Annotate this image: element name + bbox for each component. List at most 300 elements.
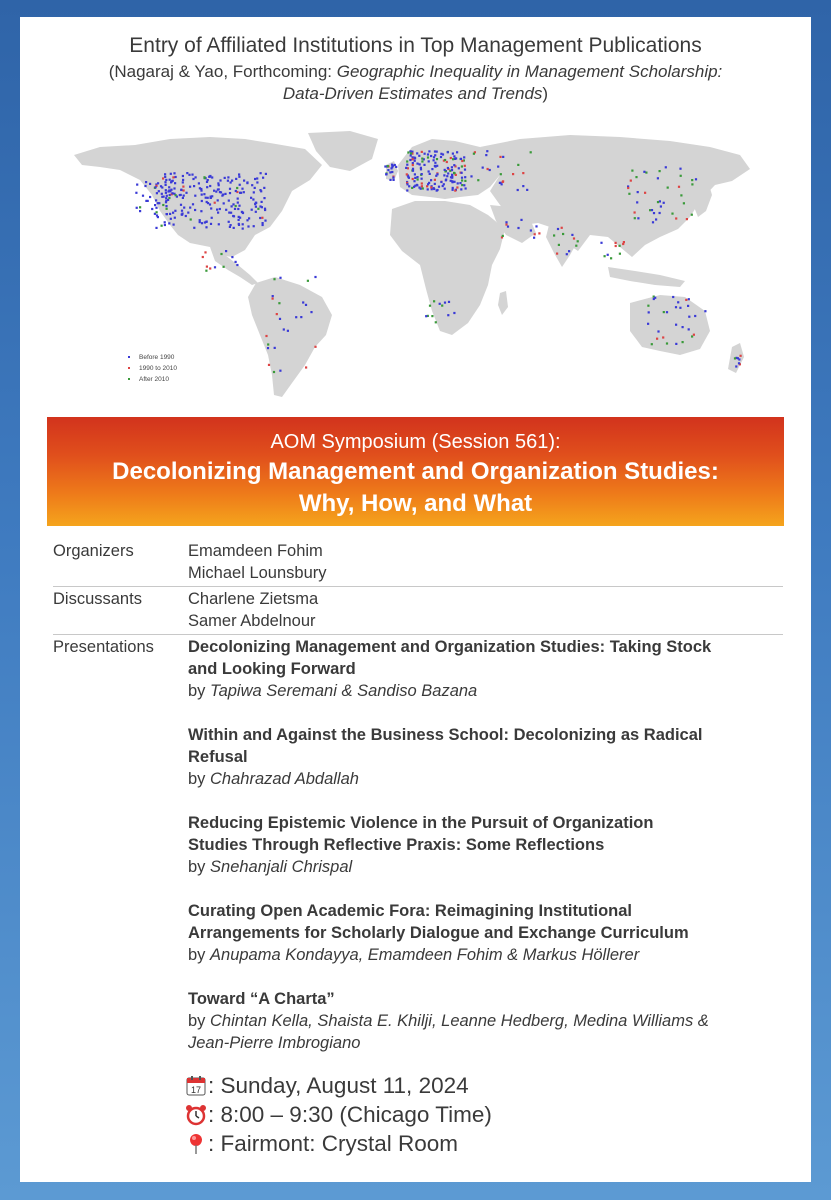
institution-dot [174, 210, 176, 212]
institution-dot [230, 181, 232, 183]
institution-dot [246, 182, 248, 184]
institution-dot [438, 186, 440, 188]
presentation-authors [188, 680, 783, 702]
institution-dot [189, 207, 191, 209]
institution-dot [433, 300, 435, 302]
institution-dot [192, 203, 194, 205]
institution-dot [444, 188, 446, 190]
institution-dot [268, 364, 270, 366]
institution-dot [157, 216, 159, 218]
institution-dot [636, 201, 638, 203]
institution-dot [453, 181, 455, 183]
institution-dot [392, 165, 394, 167]
institution-dot [522, 185, 524, 187]
institution-dot [229, 188, 231, 190]
by-prefix: by [188, 1012, 211, 1030]
institution-dot [191, 174, 193, 176]
institution-dot [451, 166, 453, 168]
alarm-clock-icon [185, 1104, 207, 1126]
institution-dot [217, 212, 219, 214]
banner-title-line2: Why, How, and What [298, 490, 533, 517]
institution-dot [454, 190, 456, 192]
institution-dot [264, 209, 266, 211]
institution-dot [205, 226, 207, 228]
institution-dot [165, 184, 167, 186]
institution-dot [507, 226, 509, 228]
institution-dot [235, 178, 237, 180]
institution-dot [451, 177, 453, 179]
institution-dot [183, 195, 185, 197]
institution-dot [458, 167, 460, 169]
institution-dot [209, 185, 211, 187]
institution-dot [604, 255, 606, 257]
institution-dot [675, 217, 677, 219]
institution-dot [456, 186, 458, 188]
institution-dot [447, 167, 449, 169]
institution-dot [149, 183, 151, 185]
institution-dot [421, 185, 423, 187]
institution-dot [675, 324, 677, 326]
institution-dot [412, 178, 414, 180]
institution-dot [210, 223, 212, 225]
institution-dot [207, 202, 209, 204]
institution-dot [273, 278, 275, 280]
institution-dot [180, 194, 182, 196]
institution-dot [406, 189, 408, 191]
institution-dot [647, 305, 649, 307]
institution-dot [434, 179, 436, 181]
organizers-row [53, 539, 783, 587]
institution-dot [444, 302, 446, 304]
institution-dot [447, 314, 449, 316]
institution-dot [209, 203, 211, 205]
institution-dot [219, 179, 221, 181]
institution-dot [648, 311, 650, 313]
institution-dot [205, 197, 207, 199]
institution-dot [252, 198, 254, 200]
institution-dot [659, 170, 661, 172]
institution-dot [155, 199, 157, 201]
institution-dot [695, 178, 697, 180]
institution-dot [175, 194, 177, 196]
institution-dot [239, 184, 241, 186]
institution-dot [657, 201, 659, 203]
institution-dot [530, 151, 532, 153]
institution-dot [158, 190, 160, 192]
institution-dot [259, 189, 261, 191]
institution-dot [444, 159, 446, 161]
institution-dot [231, 205, 233, 207]
session-date: : Sunday, August 11, 2024 [208, 1073, 469, 1098]
institution-dot [165, 197, 167, 199]
institution-dot [672, 296, 674, 298]
institution-dot [243, 191, 245, 193]
institution-dot [305, 366, 307, 368]
institution-dot [213, 190, 215, 192]
institution-dot [228, 221, 230, 223]
institution-dot [406, 160, 408, 162]
institution-dot [168, 189, 170, 191]
organizer-name: Emamdeen Fohim [188, 542, 323, 560]
institution-dot [211, 217, 213, 219]
institution-dot [165, 200, 167, 202]
institution-dot [426, 185, 428, 187]
institution-dot [385, 173, 387, 175]
presentation-item [188, 724, 783, 790]
institution-dot [144, 185, 146, 187]
institution-dot [414, 173, 416, 175]
institution-dot [635, 176, 637, 178]
institution-dot [250, 197, 252, 199]
institution-dot [170, 173, 172, 175]
institution-dot [193, 227, 195, 229]
institution-dot [405, 167, 407, 169]
cite-italic-2: Data-Driven Estimates and Trends [282, 84, 543, 103]
institution-dot [185, 215, 187, 217]
institution-dot [562, 233, 564, 235]
institution-dot [255, 211, 257, 213]
institution-dot [276, 313, 278, 315]
institution-dot [164, 181, 166, 183]
institution-dot [416, 176, 418, 178]
institution-dot [429, 305, 431, 307]
institution-dot [151, 208, 153, 210]
discussant-name: Charlene Zietsma [188, 590, 319, 608]
institution-dot [427, 156, 429, 158]
authors: Chintan Kella, Shaista E. Khilji, Leanne Hedberg, Medina Williams & [210, 1012, 709, 1030]
institution-dot [473, 153, 475, 155]
institution-dot [199, 219, 201, 221]
institution-dot [203, 176, 205, 178]
institution-dot [247, 225, 249, 227]
presentation-title: and Looking Forward [188, 660, 356, 678]
institution-dot [557, 228, 559, 230]
institution-dot [210, 207, 212, 209]
institution-dot [180, 204, 182, 206]
institution-dot [231, 256, 233, 258]
institution-dot [182, 186, 184, 188]
institution-dot [502, 156, 504, 158]
institution-dot [224, 177, 226, 179]
institution-dot [232, 203, 234, 205]
presentation-authors-cont [188, 1032, 783, 1054]
institution-dot [149, 196, 151, 198]
institution-dot [615, 245, 617, 247]
institution-dot [172, 176, 174, 178]
institution-dot [418, 187, 420, 189]
institution-dot [204, 251, 206, 253]
institution-dot [145, 181, 147, 183]
institution-dot [201, 222, 203, 224]
institution-dot [622, 243, 624, 245]
institution-dot [211, 195, 213, 197]
institution-dot [211, 176, 213, 178]
institution-dot [279, 277, 281, 279]
institution-dot [687, 305, 689, 307]
institution-dot [623, 241, 625, 243]
institution-dot [428, 170, 430, 172]
institution-dot [259, 205, 261, 207]
institution-dot [392, 177, 394, 179]
institution-dot [657, 177, 659, 179]
institution-dot [575, 245, 577, 247]
institution-dot [419, 163, 421, 165]
institution-dot [182, 179, 184, 181]
institution-dot [619, 253, 621, 255]
institution-dot [430, 155, 432, 157]
presentation-item [188, 812, 783, 878]
institution-dot [577, 240, 579, 242]
institution-dot [411, 187, 413, 189]
institution-dot [463, 184, 465, 186]
institution-dot [464, 169, 466, 171]
cite-prefix: (Nagaraj & Yao, Forthcoming: [108, 62, 337, 81]
institution-dot [279, 318, 281, 320]
institution-dot [278, 302, 280, 304]
map-header [20, 33, 811, 105]
institution-dot [652, 221, 654, 223]
institution-dot [206, 186, 208, 188]
institution-dot [643, 171, 645, 173]
institution-dot [199, 187, 201, 189]
place-line [185, 1129, 492, 1158]
institution-dot [168, 186, 170, 188]
institution-dot [680, 194, 682, 196]
institution-dot [248, 217, 250, 219]
institution-dot [445, 179, 447, 181]
institution-dot [169, 194, 171, 196]
time-line [185, 1100, 492, 1129]
institution-dot [453, 155, 455, 157]
institution-dot [406, 164, 408, 166]
institution-dot [464, 176, 466, 178]
institution-dot [450, 157, 452, 159]
institution-dot [688, 298, 690, 300]
by-prefix: by [188, 682, 211, 700]
institution-dot [136, 184, 138, 186]
institution-dot [314, 346, 316, 348]
institution-dot [451, 169, 453, 171]
institution-dot [251, 209, 253, 211]
institution-dot [461, 172, 463, 174]
institution-dot [457, 182, 459, 184]
institution-dot [659, 200, 661, 202]
institution-dot [181, 210, 183, 212]
cite-suffix: ) [542, 84, 549, 103]
institution-dot [436, 158, 438, 160]
presentation-item [188, 988, 783, 1054]
institution-dot [517, 189, 519, 191]
presentations-row [53, 635, 783, 1078]
authors: Tapiwa Seremani & Sandiso Bazana [210, 682, 478, 700]
session-info [185, 1071, 492, 1158]
institution-dot [173, 172, 175, 174]
institution-dot [682, 341, 684, 343]
banner-title-line1: Decolonizing Management and Organization Studies: [112, 458, 719, 485]
institution-dot [663, 202, 665, 204]
institution-dot [172, 180, 174, 182]
institution-dot [460, 188, 462, 190]
institution-dot [556, 253, 558, 255]
institution-dot [145, 200, 147, 202]
institution-dot [414, 160, 416, 162]
institution-dot [461, 165, 463, 167]
institution-dot [418, 155, 420, 157]
institution-dot [225, 250, 227, 252]
institution-dot [412, 162, 414, 164]
institution-dot [421, 182, 423, 184]
institution-dot [257, 208, 259, 210]
institution-dot [241, 188, 243, 190]
institution-dot [236, 187, 238, 189]
institution-dot [300, 316, 302, 318]
institution-dot [162, 177, 164, 179]
institution-dot [427, 153, 429, 155]
institution-dot [535, 225, 537, 227]
institution-dot [214, 266, 216, 268]
institution-dot [434, 162, 436, 164]
institution-dot [189, 186, 191, 188]
institution-dot [262, 177, 264, 179]
institution-dot [433, 156, 435, 158]
institution-dot [421, 178, 423, 180]
institution-dot [634, 211, 636, 213]
institution-dot [182, 175, 184, 177]
institution-dot [455, 157, 457, 159]
legend-marker-before-1990 [128, 356, 130, 358]
institution-dot [235, 205, 237, 207]
banner-subtitle: AOM Symposium (Session 561): [270, 431, 561, 453]
institution-dot [265, 173, 267, 175]
institution-dot [647, 323, 649, 325]
institution-dot [512, 173, 514, 175]
institution-dot [395, 166, 397, 168]
institution-dot [165, 192, 167, 194]
institution-dot [434, 183, 436, 185]
institution-dot [136, 207, 138, 209]
calendar-icon [185, 1075, 207, 1097]
institution-dot [237, 198, 239, 200]
institution-dot [186, 172, 188, 174]
institution-dot [139, 206, 141, 208]
institution-dot [423, 164, 425, 166]
institution-dot [553, 234, 555, 236]
institution-dot [465, 187, 467, 189]
presentation-authors [188, 1010, 783, 1032]
date-line [185, 1071, 492, 1100]
institution-dot [682, 326, 684, 328]
institution-dot [667, 187, 669, 189]
institution-dot [217, 199, 219, 201]
institution-dot [238, 205, 240, 207]
institution-dot [460, 158, 462, 160]
institution-dot [194, 195, 196, 197]
institution-dot [653, 212, 655, 214]
institution-dot [442, 185, 444, 187]
institution-dot [461, 160, 463, 162]
institution-dot [442, 153, 444, 155]
institution-dot [160, 185, 162, 187]
discussants-row [53, 587, 783, 635]
presentation-title: Toward “A Charta” [188, 990, 335, 1008]
legend-after-2010: After 2010 [139, 376, 169, 383]
institution-dot [155, 227, 157, 229]
institution-dot [413, 180, 415, 182]
institution-dot [704, 310, 706, 312]
institution-dot [656, 338, 658, 340]
institution-dot [645, 172, 647, 174]
institution-dot [409, 159, 411, 161]
institution-dot [414, 185, 416, 187]
institution-dot [427, 188, 429, 190]
institution-dot [561, 227, 563, 229]
institution-dot [455, 174, 457, 176]
institution-dot [307, 280, 309, 282]
institution-dot [238, 173, 240, 175]
institution-dot [627, 187, 629, 189]
institution-dot [655, 218, 657, 220]
institution-dot [406, 183, 408, 185]
institution-dot [228, 200, 230, 202]
institution-dot [161, 193, 163, 195]
institution-dot [192, 178, 194, 180]
institution-dot [209, 267, 211, 269]
institution-dot [688, 316, 690, 318]
institution-dot [410, 152, 412, 154]
institution-dot [735, 365, 737, 367]
institution-dot [220, 253, 222, 255]
institution-dot [273, 371, 275, 373]
institution-dot [436, 189, 438, 191]
legend-before-1990: Before 1990 [139, 354, 175, 361]
institution-dot [231, 180, 233, 182]
institution-dot [164, 173, 166, 175]
indonesia [608, 267, 685, 287]
institution-dot [200, 190, 202, 192]
world-map [60, 125, 772, 403]
map-citation [20, 61, 811, 105]
institution-dot [489, 169, 491, 171]
presentation-item [188, 636, 783, 702]
institution-dot [217, 182, 219, 184]
institution-dot [651, 209, 653, 211]
institution-dot [738, 362, 740, 364]
institution-dot [199, 221, 201, 223]
institution-dot [644, 192, 646, 194]
institution-dot [173, 187, 175, 189]
institution-dot [413, 157, 415, 159]
institution-dot [430, 186, 432, 188]
institution-dot [679, 168, 681, 170]
institution-dot [279, 370, 281, 372]
legend-1990-2010: 1990 to 2010 [139, 365, 177, 372]
institution-dot [637, 191, 639, 193]
institution-dot [310, 311, 312, 313]
institution-dot [235, 261, 237, 263]
institution-dot [440, 181, 442, 183]
madagascar [498, 291, 508, 315]
institution-dot [408, 185, 410, 187]
institution-dot [223, 266, 225, 268]
institution-dot [135, 192, 137, 194]
institution-dot [693, 334, 695, 336]
svg-text:17: 17 [190, 1084, 202, 1095]
institution-dot [464, 180, 466, 182]
institution-dot [389, 171, 391, 173]
institution-dot [256, 177, 258, 179]
poster [20, 17, 811, 1182]
institution-dot [431, 315, 433, 317]
